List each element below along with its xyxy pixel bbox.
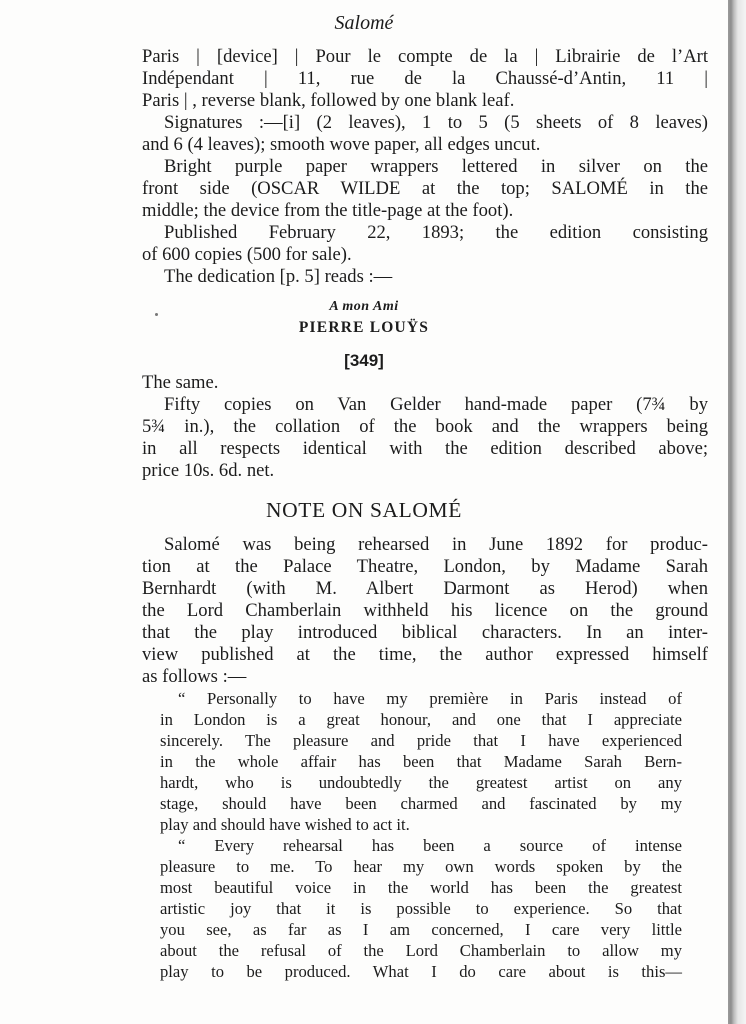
print-speck bbox=[155, 313, 158, 316]
note-line: tion at the Palace Theatre, London, by Madame Sarah bbox=[142, 556, 708, 577]
quote-line: sincerely. The pleasure and pride that I have experienced bbox=[160, 731, 682, 750]
quote-line: “ Personally to have my première in Paris instead of bbox=[178, 689, 682, 708]
bibliography-line: middle; the device from the title-page at the foot). bbox=[142, 200, 514, 221]
note-line: as follows :— bbox=[142, 666, 247, 687]
bibliography-line: Signatures :—[i] (2 leaves), 1 to 5 (5 sheets of 8 leaves) bbox=[164, 112, 708, 133]
quote-line: in London is a great honour, and one that I appreciate bbox=[160, 710, 682, 729]
quote-line: in the whole affair has been that Madame Sarah Bern- bbox=[160, 752, 682, 771]
bibliography-line: Published February 22, 1893; the edition consisting bbox=[164, 222, 708, 243]
quote-line: play and should have wished to act it. bbox=[160, 815, 410, 834]
bibliography-line: front side (OSCAR WILDE at the top; SALOMÉ in the bbox=[142, 178, 708, 199]
note-line: Bernhardt (with M. Albert Darmont as Herod) when bbox=[142, 578, 708, 599]
running-head: Salomé bbox=[334, 12, 394, 34]
quote-line: play to be produced. What I do care about is this— bbox=[160, 962, 682, 981]
bibliography-line: The dedication [p. 5] reads :— bbox=[164, 266, 393, 287]
bibliography-line: and 6 (4 leaves); smooth wove paper, all edges uncut. bbox=[142, 134, 541, 155]
entry-line: in all respects identical with the edition described above; bbox=[142, 438, 708, 459]
entry-line: The same. bbox=[142, 372, 219, 393]
dedication-line: A mon Ami bbox=[329, 299, 399, 314]
quote-line: hardt, who is undoubtedly the greatest artist on any bbox=[160, 773, 682, 792]
note-line: that the play introduced biblical characters. In an inter- bbox=[142, 622, 708, 643]
note-line: view published at the time, the author expressed himself bbox=[142, 644, 708, 665]
quote-line: pleasure to me. To hear my own words spoken by the bbox=[160, 857, 682, 876]
note-line: Salomé was being rehearsed in June 1892 for produc- bbox=[164, 534, 708, 555]
page-edge-shadow bbox=[728, 0, 746, 1024]
bibliography-line: Indépendant | 11, rue de la Chaussé-d’Antin, 11 | bbox=[142, 68, 708, 89]
entry-number: [349] bbox=[344, 351, 384, 370]
quote-line: artistic joy that it is possible to experience. So that bbox=[160, 899, 682, 918]
quote-line: most beautiful voice in the world has been the greatest bbox=[160, 878, 682, 897]
quote-line: you see, as far as I am concerned, I care very little bbox=[160, 920, 682, 939]
bibliography-line: Paris | , reverse blank, followed by one blank leaf. bbox=[142, 90, 515, 111]
bibliography-line: of 600 copies (500 for sale). bbox=[142, 244, 352, 265]
quote-line: about the refusal of the Lord Chamberlain to allow my bbox=[160, 941, 682, 960]
section-heading: NOTE ON SALOMÉ bbox=[266, 498, 462, 522]
bibliography-line: Paris | [device] | Pour le compte de la | Librairie de l’Art bbox=[142, 46, 708, 67]
entry-line: Fifty copies on Van Gelder hand-made paper (7¾ by bbox=[164, 394, 708, 415]
entry-line: price 10s. 6d. net. bbox=[142, 460, 275, 481]
entry-line: 5¾ in.), the collation of the book and the wrappers being bbox=[142, 416, 708, 437]
dedication-name: PIERRE LOUŸS bbox=[298, 319, 430, 336]
quote-line: stage, should have been charmed and fascinated by my bbox=[160, 794, 682, 813]
quote-line: “ Every rehearsal has been a source of intense bbox=[178, 836, 682, 855]
bibliography-line: Bright purple paper wrappers lettered in silver on the bbox=[164, 156, 708, 177]
note-line: the Lord Chamberlain withheld his licence on the ground bbox=[142, 600, 708, 621]
